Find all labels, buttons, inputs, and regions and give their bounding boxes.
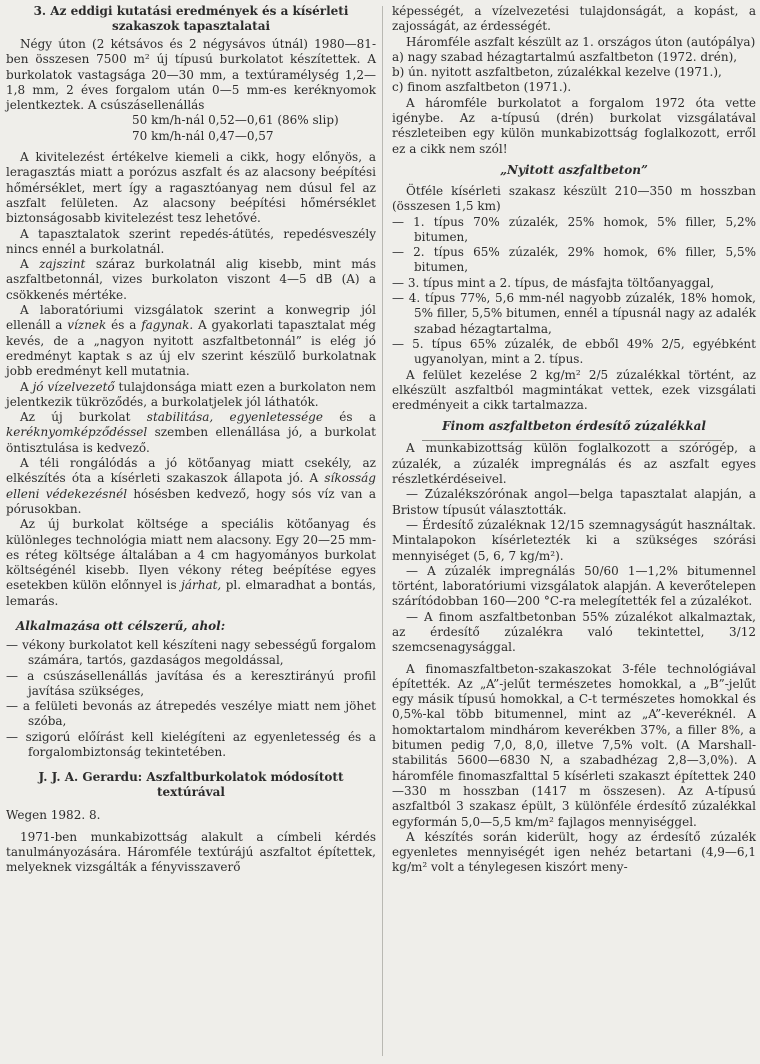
open-asphalt-type: — 4. típus 77%, 5,6 mm-nél nagyobb zúzalék, 18% homok, 5% filler, 5,5% bitumen, ennél a típusnál nagy az adalék szabad hézagtartalma, [392,291,756,336]
cost-emphasis: járhat, [181,578,222,593]
stability-text-c: szemben ellenállása jó, a burkolat öntisztulása is kedvező. [6,425,376,455]
fine-asphalt-heading: Finom aszfaltbeton érdesítő zúzalékkal [442,419,706,434]
lab-text-b: és a [111,318,137,333]
paragraph-noise [6,257,376,303]
paragraph-stability [6,410,376,456]
lab-emphasis-frost: fagynak. [141,318,194,333]
application-item: — vékony burkolatot kell készíteni nagy sebességű forgalom számára, tartós, gazdaságos megoldással, [6,637,376,668]
paragraph-drainage [6,380,376,411]
open-asphalt-heading: „Nyitott aszfaltbeton” [500,162,648,177]
asphalt-type-item: b) ún. nyitott aszfaltbeton, zúzalékkal kezelve (1971.), [392,65,722,80]
lab-text-a: A laboratóriumi vizsgálatok szerint a konwegrip jól ellenáll a [6,303,376,333]
fine-asphalt-item: — A finom aszfaltbetonban 55% zúzalékot alkalmaztak, az érdesítő zúzalékra való tekintettel, 3/12 szemcsenagysággal. [392,609,756,655]
stability-emphasis: stabilitása, egyenletessége [146,410,323,425]
skid-resistance-50: 50 km/h-nál 0,52—0,61 (86% slip) [132,113,339,128]
paragraph-cracking: A tapasztalatok szerint repedés-átütés, repedésveszély nincs ennél a burkolatnál. [6,226,376,256]
paragraph-traffic: A háromféle burkolatot a forgalom 1972 óta vette igénybe. Az a-típusú (drén) burkolat vizsgálatával részleteiben egy külön munkabizottság foglalkozott, erről ez a cikk nem szól! [392,95,756,156]
paragraph-winter [6,456,376,517]
paragraph-lab-tests [6,303,376,379]
asphalt-type-item: a) nagy szabad hézagtartalmú aszfaltbeton (1972. drén), [392,49,738,64]
three-types-intro: Háromféle aszfalt készült az 1. országos úton (autópálya) [406,34,756,49]
rutting-emphasis: keréknyomképződéssel [6,425,148,440]
application-heading: Alkalmazása ott célszerű, ahol: [16,618,226,633]
stability-text-b: és a [339,410,376,425]
article-intro: 1971-ben munkabizottság alakult a címbeli kérdés tanulmányozására. Háromféle textúrájú aszfaltot építettek, melyeknek vizsgálták a fényvisszaverő [6,829,376,875]
asphalt-type-item: c) finom aszfaltbeton (1971.). [392,80,572,95]
left-column [6,4,376,876]
lab-emphasis-water: víznek [67,318,107,333]
noise-lead: A [20,257,29,272]
continued-text: képességét, a vízelvezetési tulajdonságát, a kopást, a zajosságát, az érdességét. [392,4,756,34]
fine-asphalt-intro: A munkabizottság külön foglalkozott a szórógép, a zúzalék, a zúzalék impregnálás és az aszfalt egyes részletkérdéseivel. [392,441,756,487]
application-item: — a felületi bevonás az átrepedés veszélye miatt nem jöhet szóba, [6,699,376,729]
winter-emphasis: síkosság elleni védekezésnél [6,471,376,501]
noise-emphasis: zajszint [39,257,86,272]
lab-text-c: A gyakorlati tapasztalat még kevés, de a „nagyon nyitott aszfaltbetonnál” is elég jó eredményt kaptak s az új elv szerint készülő burkolatnak jobb eredményt kell mutatnia. [6,318,376,379]
fine-asphalt-item: — A zúzalék impregnálás 50/60 1—1,2% bitumennel történt, laboratóriumi vizsgálatok alapján. A keverőtelepen szárítódobban 160—200 °C-ra melegítették fel a zúzalékot. [392,563,756,609]
drainage-emphasis: jó vízelvezető [32,379,115,394]
fine-asphalt-item: — Zúzalékszórónak angol—belga tapasztalat alapján, a Bristow típusút választották. [392,487,756,517]
winter-text-b: hósésben kedvező, hogy sós víz van a pórusokban. [6,486,376,516]
paragraph-surface-treatment: A felület kezelése 2 kg/m² 2/5 zúzalékkal történt, az elkészült aszfaltból magmintákat vettek, ezek vizsgálati eredményeit a cikk tartalmazza. [392,367,756,413]
winter-text-a: A téli rongálódás a jó kötőanyag miatt csekély, az elkészítés óta a kísérleti szakaszok állapota jó. A [6,456,376,486]
right-column [392,4,756,876]
fine-asphalt-item: — Érdesítő zúzaléknak 12/15 szemnagyságút használtak. Mintalapokon kísérletezték ki a szükséges szórási mennyiséget (5, 6, 7 kg/m²). [392,517,756,563]
noise-text: száraz burkolatnál alig kisebb, mint más aszfaltbetonnál, vizes burkolaton viszont 4—5 dB (A) a csökkenés mértéke. [6,257,376,302]
article-title: J. J. A. Gerardu: Aszfaltburkolatok módosított textúrával [38,770,344,800]
skid-resistance-70: 70 km/h-nál 0,47—0,57 [132,128,274,143]
paragraph-technology: A finomaszfaltbeton-szakaszokat 3-féle technológiával építették. Az „A”-jelűt természetes homokkal, a „B”-jelűt egy másik típusú homokkal, a C-t természetes homokkal és 0,5%-kal több bitumennel, mint az „A”-keveréknél. A homoktartalom mindhárom keverékben 37%, a filler 8%, a bitumen pedig 7,0, 8,0, illetve 7,5% volt. (A Marshall-stabilitás 5600—6830 N, a szabadhézag 2,8—3,0%). A háromféle finomaszfalttal 5 kísérleti szakaszt építettek 240—330 m hosszban (1417 m összesen). Az A-típusú aszfaltból 3 szakasz épült, 3 különféle érdesítő zúzalékkal egyformán 5,0—5,5 km/m² fajlagos mennyiséggel. [392,661,756,829]
article-source-date: Wegen 1982. 8. [6,808,101,823]
drainage-lead: A [20,379,29,394]
drainage-text: tulajdonsága miatt ezen a burkolaton nem jelentkezik tükröződés, a burkolatjelek jól láthatók. [6,379,376,409]
application-item: — a csúszásellenállás javítása és a keresztirányú profil javítása szükséges, [6,668,376,698]
open-asphalt-type: — 1. típus 70% zúzalék, 25% homok, 5% filler, 5,2% bitumen, [392,214,756,244]
intro-paragraph: Négy úton (2 kétsávos és 2 négysávos útnál) 1980—81-ben összesen 7500 m² új típusú burkolatot készítettek. A burkolatok vastagsága 20—30 mm, a textúramélység 1,2—1,8 mm, 2 éves forgalom után 0—5 mm-es keréknyomok jelentkeztek. A csúszásellenállás [6,37,376,113]
stability-text-a: Az új burkolat [20,410,131,425]
paragraph-execution: A kivitelezést értékelve kiemeli a cikk, hogy előnyös, a leragasztás miatt a porózus aszfalt és az alacsony beépítési hőmérséklet, mert így a ragasztóanyag nem dúsul fel az aszfalt felületen. Az alacsony beépítési hőmérséklet biztonságosabb kivitelezést tesz lehetővé. [6,150,376,226]
open-asphalt-intro: Ötféle kísérleti szakasz készült 210—350 m hosszban (összesen 1,5 km) [392,183,756,214]
open-asphalt-type: — 2. típus 65% zúzalék, 29% homok, 6% filler, 5,5% bitumen, [392,245,756,275]
application-item: — szigorú előírást kell kielégíteni az egyenletesség és a forgalombiztonság tekintetében. [6,729,376,760]
open-asphalt-type: — 5. típus 65% zúzalék, de ebből 49% 2/5, egyébként ugyanolyan, mint a 2. típus. [392,336,756,367]
open-asphalt-type: — 3. típus mint a 2. típus, de másfajta töltőanyaggal, [392,275,715,290]
cost-text-b: pl. elmaradhat a bontás, lemarás. [6,578,376,608]
paragraph-final: A készítés során kiderült, hogy az érdesítő zúzalék egyenletes mennyiségét igen nehéz betartani (4,9—6,1 kg/m² volt a ténylegesen kiszórt meny- [392,829,756,875]
cost-text-a: Az új burkolat költsége a speciális kötőanyag és különleges technológia miatt nem alacsony. Egy 20—25 mm-es réteg költsége általában a 4 cm hagyományos burkolat költségénél kisebb. Ilyen vékony réteg beépítése egyes esetekben külön előnnyel is [6,517,376,593]
section-heading: 3. Az eddigi kutatási eredmények és a kísérleti szakaszok tapasztalatai [33,4,349,33]
column-divider [382,6,383,1056]
paragraph-cost [6,517,376,609]
